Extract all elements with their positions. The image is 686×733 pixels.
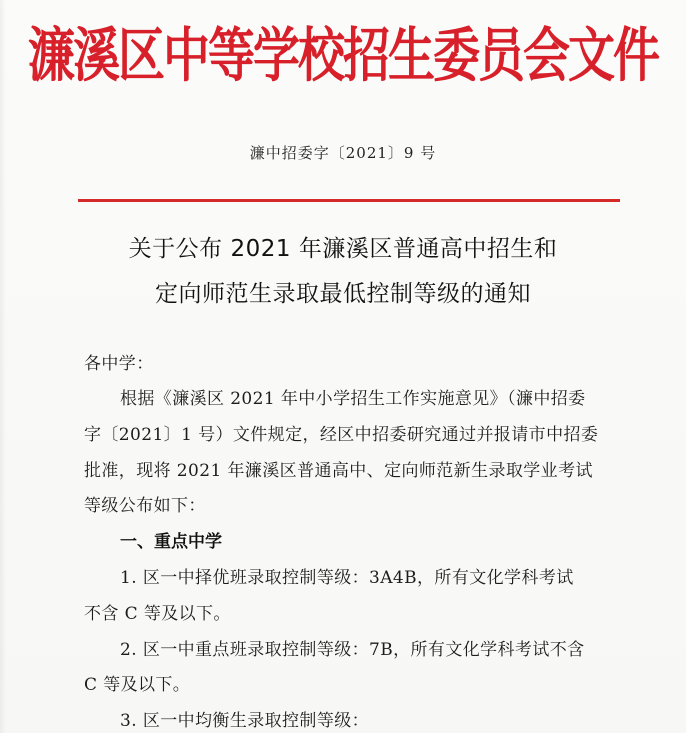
- document-number: 濂中招委字〔2021〕9 号: [249, 144, 437, 162]
- item-1-line-1: 1. 区一中择优班录取控制等级：3A4B，所有文化学科考试: [120, 568, 574, 588]
- issuer-header: 濂溪区中等学校招生委员会文件: [28, 21, 658, 91]
- intro-paragraph-line-4: 等级公布如下：: [84, 496, 206, 516]
- intro-paragraph-line-3: 批准，现将 2021 年濂溪区普通高中、定向师范新生录取学业考试: [84, 461, 593, 481]
- red-divider-line: [78, 199, 620, 202]
- item-3-line-1: 3. 区一中均衡生录取控制等级：: [120, 711, 370, 731]
- notice-title-line-1: 关于公布 2021 年濂溪区普通高中招生和: [128, 236, 558, 262]
- notice-title-line-2: 定向师范生录取最低控制等级的通知: [155, 281, 531, 307]
- intro-paragraph-line-2: 字〔2021〕1 号）文件规定，经区中招委研究通过并报请市中招委: [84, 425, 599, 445]
- section-heading-key-schools: 一、重点中学: [120, 532, 222, 552]
- salutation: 各中学：: [84, 354, 154, 374]
- intro-paragraph-line-1: 根据《濂溪区 2021 年中小学招生工作实施意见》（濂中招委: [120, 389, 586, 409]
- item-2-line-1: 2. 区一中重点班录取控制等级：7B，所有文化学科考试不含: [120, 640, 585, 660]
- item-2-line-2: C 等及以下。: [84, 675, 191, 695]
- item-1-line-2: 不含 C 等及以下。: [84, 604, 231, 624]
- scan-edge-shadow: [0, 0, 6, 733]
